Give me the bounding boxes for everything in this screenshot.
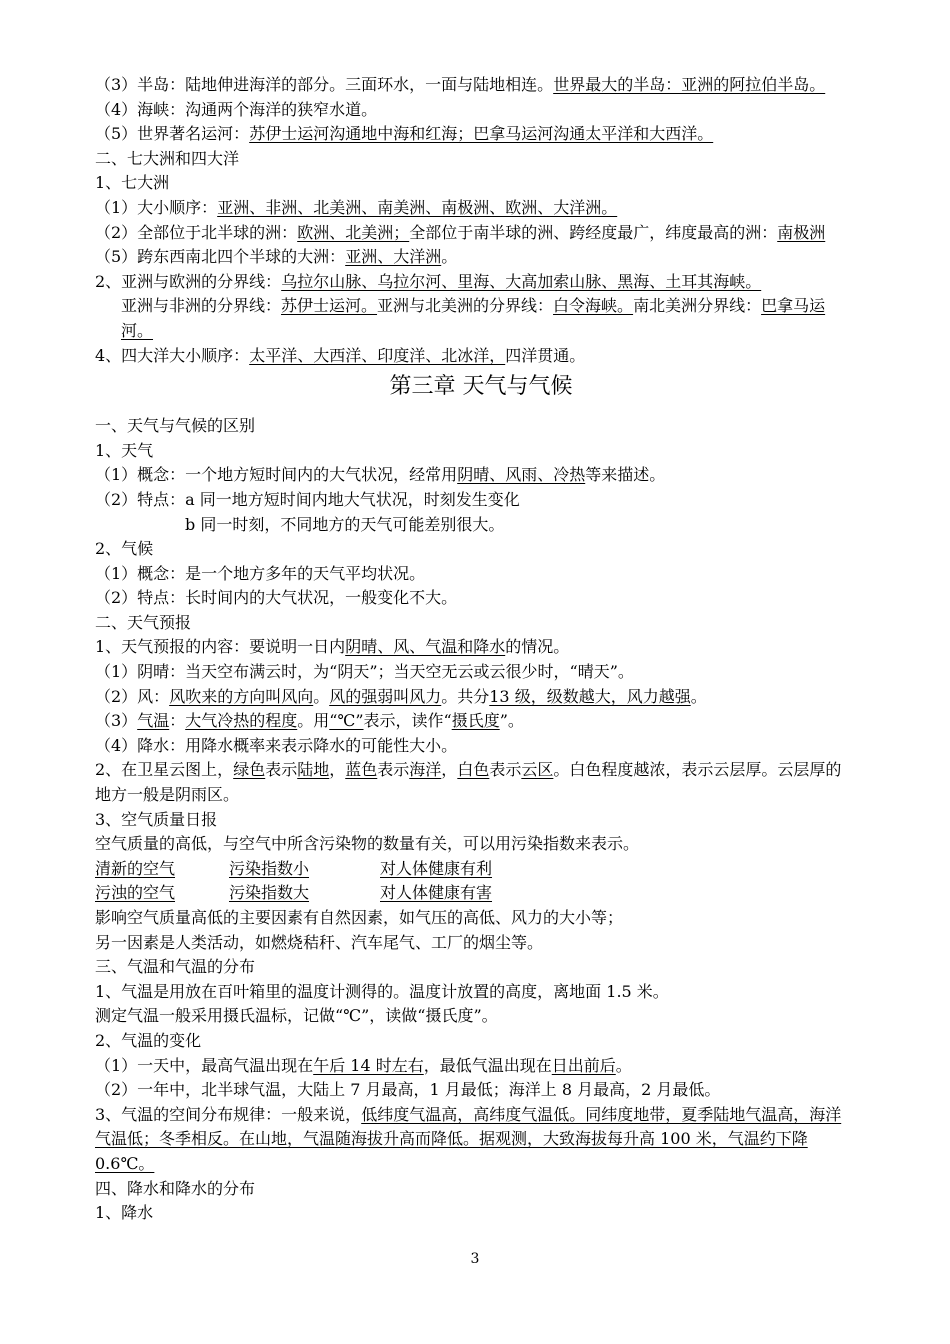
table-cell: 对人体健康有利 [380,858,493,878]
underlined-text: 乌拉尔山脉、乌拉尔河、里海、大高加索山脉、黑海、土耳其海峡。 [281,271,762,291]
text-segment: ， [329,760,346,780]
underlined-text: 阴晴、风雨、冷热 [457,465,586,485]
underlined-text: 云区 [521,760,554,780]
underlined-text: 风的强弱叫风力 [329,686,442,706]
text-line [95,660,857,685]
section-heading [95,147,857,172]
text-segment: 亚洲与北美洲的分界线： [377,296,554,316]
page-number: 3 [470,1251,480,1267]
underlined-text: 日出前后 [551,1055,616,1075]
text-paragraph [95,1103,857,1177]
text-segment: （4）海峡：沟通两个海洋的狭窄水道。 [95,99,378,119]
text-segment: 四、降水和降水的分布 [95,1178,256,1198]
text-segment: 表示 [489,760,522,780]
text-segment: 2、在卫星云图上， [95,760,234,780]
text-line [95,1004,857,1029]
section-heading [95,1177,857,1202]
text-segment: 。共分 [441,686,490,706]
text-line [95,562,857,587]
text-line [95,931,857,956]
underlined-text: 亚洲、大洋洲 [345,247,442,267]
text-paragraph [95,758,857,807]
underlined-text: 绿色 [233,760,266,780]
text-segment: 3、气温的空间分布规律：一般来说， [95,1104,362,1124]
subsection-heading [95,1029,857,1054]
text-segment: （3） [95,711,138,731]
text-segment: 二、天气预报 [95,612,192,632]
section-heading [95,955,857,980]
text-segment: （2）一年中，北半球气温，大陆上 7 月最高，1 月最低；海洋上 8 月最高，2 月最低。 [95,1080,721,1100]
underlined-text: 欧洲、北美洲； [297,222,410,242]
text-line [95,635,857,660]
text-line [95,221,857,246]
text-segment: （1）一天中，最高气温出现在 [95,1055,314,1075]
underlined-text: 阴晴、风、气温和降水 [345,637,506,657]
text-segment: 二、七大洲和四大洋 [95,148,240,168]
text-line [95,513,857,538]
text-line [95,98,857,123]
underlined-text: 大气冷热的程度 [185,711,298,731]
table-cell: 对人体健康有害 [380,883,493,903]
text-line [95,270,857,295]
table-cell: 污染指数小 [229,858,310,878]
air-quality-table [95,857,857,906]
text-segment: 测定气温一般采用摄氏温标，记做“℃”，读做“摄氏度”。 [95,1006,498,1026]
text-segment: （5）跨东西南北四个半球的大洲： [95,247,346,267]
underlined-text: 风吹来的方向叫风向 [169,686,314,706]
text-segment: ”。 [499,711,524,731]
underlined-text: 午后 14 时左右 [313,1055,424,1075]
text-segment: 表示，读作“ [363,711,452,731]
text-segment: 1、天气 [95,440,154,460]
text-segment: （4）降水：用降水概率来表示降水的可能性大小。 [95,735,458,755]
text-segment: 。 [615,1055,632,1075]
underlined-text: 苏伊士运河。 [281,296,378,316]
text-segment: （1）大小顺序： [95,197,218,217]
text-segment: 表示 [377,760,410,780]
text-line [95,73,857,98]
page-content [95,73,857,1226]
underlined-text: 南极洲 [777,222,826,242]
section-heading [95,414,857,439]
text-line [95,122,857,147]
underlined-text: 世界最大的半岛：亚洲的阿拉伯半岛。 [553,75,826,94]
text-segment: 表示 [265,760,298,780]
text-line [95,734,857,759]
text-segment: 2、气温的变化 [95,1030,202,1050]
text-line [95,709,857,734]
underlined-text: 亚洲、非洲、北美洲、南美洲、南极洲、欧洲、大洋洲。 [217,197,618,217]
text-line [95,488,857,513]
underlined-text: 13 级，级数越大，风力越强 [489,686,691,706]
text-segment: 另一因素是人类活动，如燃烧秸秆、汽车尾气、工厂的烟尘等。 [95,932,544,952]
text-segment: 。 [313,686,330,706]
underlined-text: 苏伊士运河沟通地中海和红海；巴拿马运河沟通太平洋和大西洋。 [249,124,714,144]
underlined-text: 蓝色 [345,760,378,780]
text-segment: 1、天气预报的内容：要说明一日内 [95,637,346,657]
text-segment: 亚洲与非洲的分界线： [121,296,282,316]
table-row [95,881,857,906]
text-line [95,196,857,221]
text-segment: 空气质量的高低，与空气中所含污染物的数量有关，可以用污染指数来表示。 [95,834,640,854]
underlined-text: 巴拿马运河。 [121,296,826,340]
text-line [95,463,857,488]
underlined-text: 摄氏度 [451,711,500,731]
subsection-heading [95,439,857,464]
text-line [95,586,857,611]
text-segment: 三、气温和气温的分布 [95,957,256,977]
text-segment: ， [441,760,458,780]
text-line [95,1078,857,1103]
text-line [95,685,857,710]
text-paragraph [95,294,857,343]
text-segment: 3、空气质量日报 [95,809,218,829]
table-cell: 污浊的空气 [95,883,176,903]
text-segment: 四洋贯通。 [505,345,586,365]
text-segment: 1、气温是用放在百叶箱里的温度计测得的。温度计放置的高度，离地面 1.5 米。 [95,981,669,1001]
text-segment: 。 [441,247,458,267]
subsection-heading [95,537,857,562]
section-heading [95,611,857,636]
text-segment: 的情况。 [505,637,570,657]
table-cell: 污染指数大 [229,883,310,903]
text-segment: （2）特点：长时间内的大气状况，一般变化不大。 [95,588,458,608]
chapter-title: 第三章 天气与气候 [389,374,573,400]
text-segment: 2、气候 [95,539,154,559]
underlined-text: 气温 [137,711,170,731]
text-line [95,832,857,857]
underlined-text: 白令海峡。 [553,296,634,316]
underlined-text: 低纬度气温高，高纬度气温低。同纬度地带，夏季陆地气温高，海洋气温低；冬季相反。在山地，气温随海拔升高而降低。据观测，大致海拔每升高 100 米，气温约下降 0.6℃。 [95,1104,842,1173]
text-segment: 影响空气质量高低的主要因素有自然因素，如气压的高低、风力的大小等； [95,908,624,927]
subsection-heading [95,808,857,833]
text-segment: 2、亚洲与欧洲的分界线： [95,271,282,291]
text-segment: 。 [690,686,707,706]
text-segment: 1、降水 [95,1203,154,1223]
underlined-text: 白色 [457,760,490,780]
text-segment: （5）世界著名运河： [95,124,250,144]
text-segment: 4、四大洋大小顺序： [95,345,250,365]
text-line [95,980,857,1005]
table-cell: 清新的空气 [95,858,176,878]
underlined-text: 陆地 [297,760,330,780]
text-segment: b 同一时刻，不同地方的天气可能差别很大。 [185,514,505,534]
text-segment: 。白色程度越浓，表示云层厚。云层厚的地方一般是阴雨区。 [95,760,842,805]
underlined-text: 海洋 [409,760,442,780]
underlined-text: 太平洋、大西洋、印度洋、北冰洋， [249,345,506,365]
text-line [95,344,857,369]
text-segment: ： [169,711,186,731]
text-segment: 。用 [297,711,330,731]
text-segment: 全部位于南半球的洲、跨经度最广，纬度最高的洲： [409,222,778,242]
text-segment: （1）概念：是一个地方多年的天气平均状况。 [95,563,426,583]
text-segment: 南北美洲分界线： [633,296,762,316]
subsection-heading [95,1201,857,1226]
subsection-heading [95,171,857,196]
text-segment: 1、七大洲 [95,173,170,193]
text-segment: （1）概念：一个地方短时间内的大气状况，经常用 [95,465,458,485]
text-segment: （3）半岛：陆地伸进海洋的部分。三面环水，一面与陆地相连。 [95,75,554,94]
text-segment: （2）全部位于北半球的洲： [95,222,298,242]
text-segment: 等来描述。 [585,465,666,485]
text-segment: ，最低气温出现在 [423,1055,552,1075]
text-line [95,245,857,270]
text-line [95,906,857,931]
underlined-text: “℃” [329,711,364,731]
text-segment: （1）阴晴：当天空布满云时，为“阴天”；当天空无云或云很少时，“晴天”。 [95,662,634,682]
text-segment: （2）风： [95,686,170,706]
text-segment: （2）特点：a 同一地方短时间内地大气状况，时刻发生变化 [95,489,520,509]
text-segment: 一、天气与气候的区别 [95,416,256,436]
table-row [95,857,857,882]
text-line [95,1054,857,1079]
